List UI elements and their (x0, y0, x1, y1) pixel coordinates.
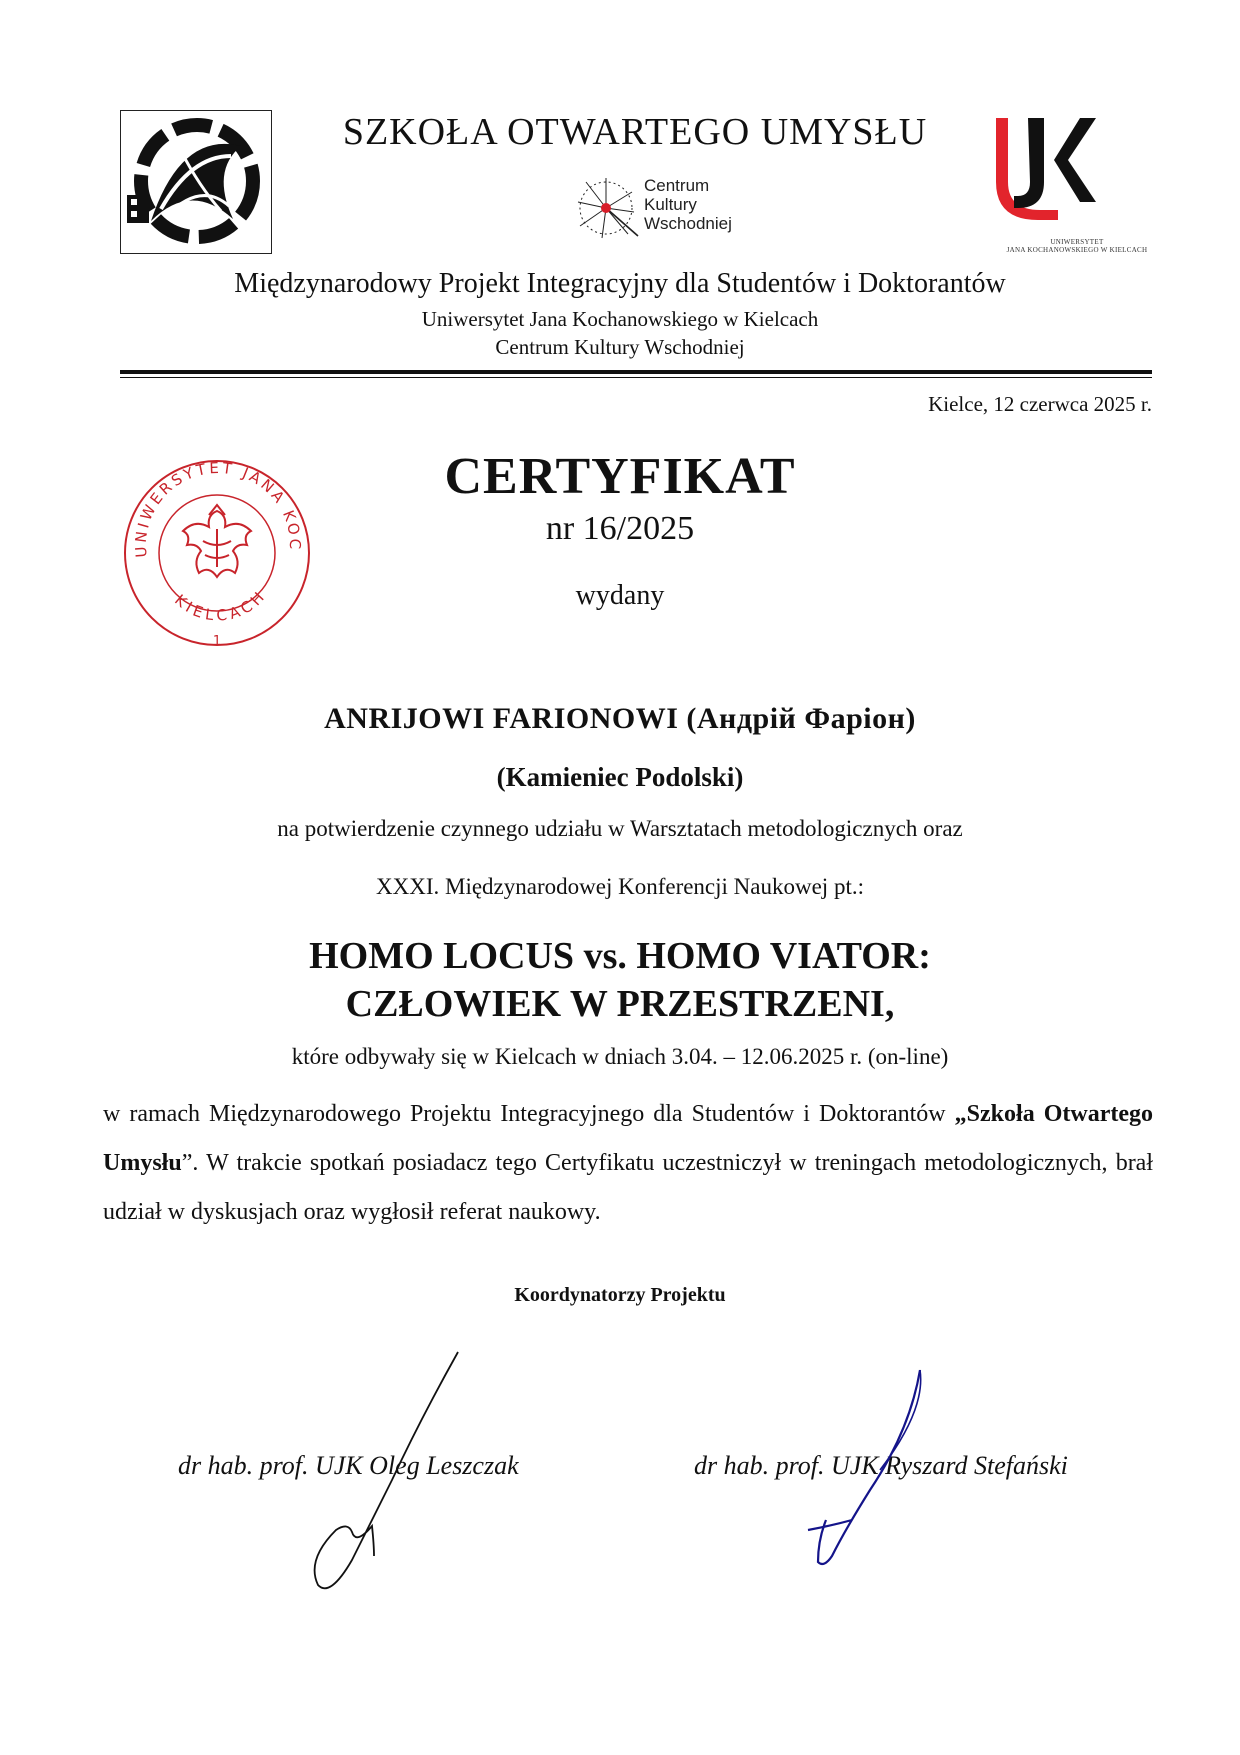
program-name: „Szkoła Otwartego Umysłu (103, 1101, 1153, 1176)
conference-title-line-2: CZŁOWIEK W PRZESTRZENI, (345, 983, 895, 1025)
left-signatory-name: dr hab. prof. UJK Oleg Leszczak (178, 1451, 519, 1480)
ckw-logo (572, 172, 762, 244)
ujk-logo (992, 112, 1162, 252)
ujk-logo-caption (992, 238, 1162, 254)
ckw-logo-text (644, 176, 732, 233)
header-divider (120, 370, 1152, 374)
stamp-text-top: UNIWERSYTET JANA KOC (131, 458, 305, 559)
sou-logo (120, 110, 272, 254)
confirmation-line: na potwierdzenie czynnego udziału w Warsztatach metodologicznych oraz (277, 816, 963, 841)
body-prefix: w ramach Międzynarodowego Projektu Integracyjnego dla Studentów i Doktorantów (103, 1101, 946, 1127)
ujk-caption-line: JANA KOCHANOWSKIEGO W KIELCACH (1006, 246, 1148, 254)
header-divider-thin (120, 377, 1152, 378)
conference-title-line-1: HOMO LOCUS vs. HOMO VIATOR: (309, 935, 931, 977)
right-signatory-name: dr hab. prof. UJK Ryszard Stefański (694, 1451, 1068, 1480)
ckw-logo-line: Centrum (644, 176, 710, 195)
recipient-city: (Kamieniec Podolski) (496, 762, 744, 792)
issued-label: wydany (575, 580, 665, 611)
ujk-logo-graphic (992, 112, 1162, 236)
conference-intro: XXXI. Międzynarodowej Konferencji Naukowej pt.: (376, 874, 864, 899)
ckw-logo-line: Wschodniej (644, 214, 732, 233)
conference-dates: które odbywały się w Kielcach w dniach 3.04. – 12.06.2025 r. (on-line) (291, 1044, 949, 1069)
certificate-body (103, 1090, 1153, 1237)
recipient-name: ANRIJOWI FARIONOWI (Андрій Фаріон) (324, 702, 916, 735)
ujk-caption-line: UNIWERSYTET (1050, 238, 1104, 246)
certificate-title: CERTYFIKAT (444, 448, 796, 505)
body-suffix: ”. W trakcie spotkań posiadacz tego Certyfikatu uczestniczył w treningach metodologicznych, brał udział w dyskusjach oraz wygłosił referat naukowy. (103, 1150, 1153, 1225)
school-title: SZKOŁA OTWARTEGO UMYSŁU (342, 111, 928, 153)
ckw-sun-icon (572, 172, 644, 244)
ckw-logo-line: Kultury (644, 195, 697, 214)
sou-logo-graphic (121, 111, 271, 253)
stamp-text-bottom: KIELCACH (171, 585, 271, 625)
coordinators-heading: Koordynatorzy Projektu (514, 1284, 726, 1306)
stamp-number: 1 (212, 634, 222, 649)
university-line: Uniwersytet Jana Kochanowskiego w Kielcach (421, 307, 819, 331)
center-line: Centrum Kultury Wschodniej (495, 335, 745, 359)
project-line: Międzynarodowy Projekt Integracyjny dla Studentów i Doktorantów (234, 268, 1006, 299)
issue-date: Kielce, 12 czerwca 2025 r. (928, 392, 1152, 416)
certificate-number: nr 16/2025 (545, 510, 695, 547)
